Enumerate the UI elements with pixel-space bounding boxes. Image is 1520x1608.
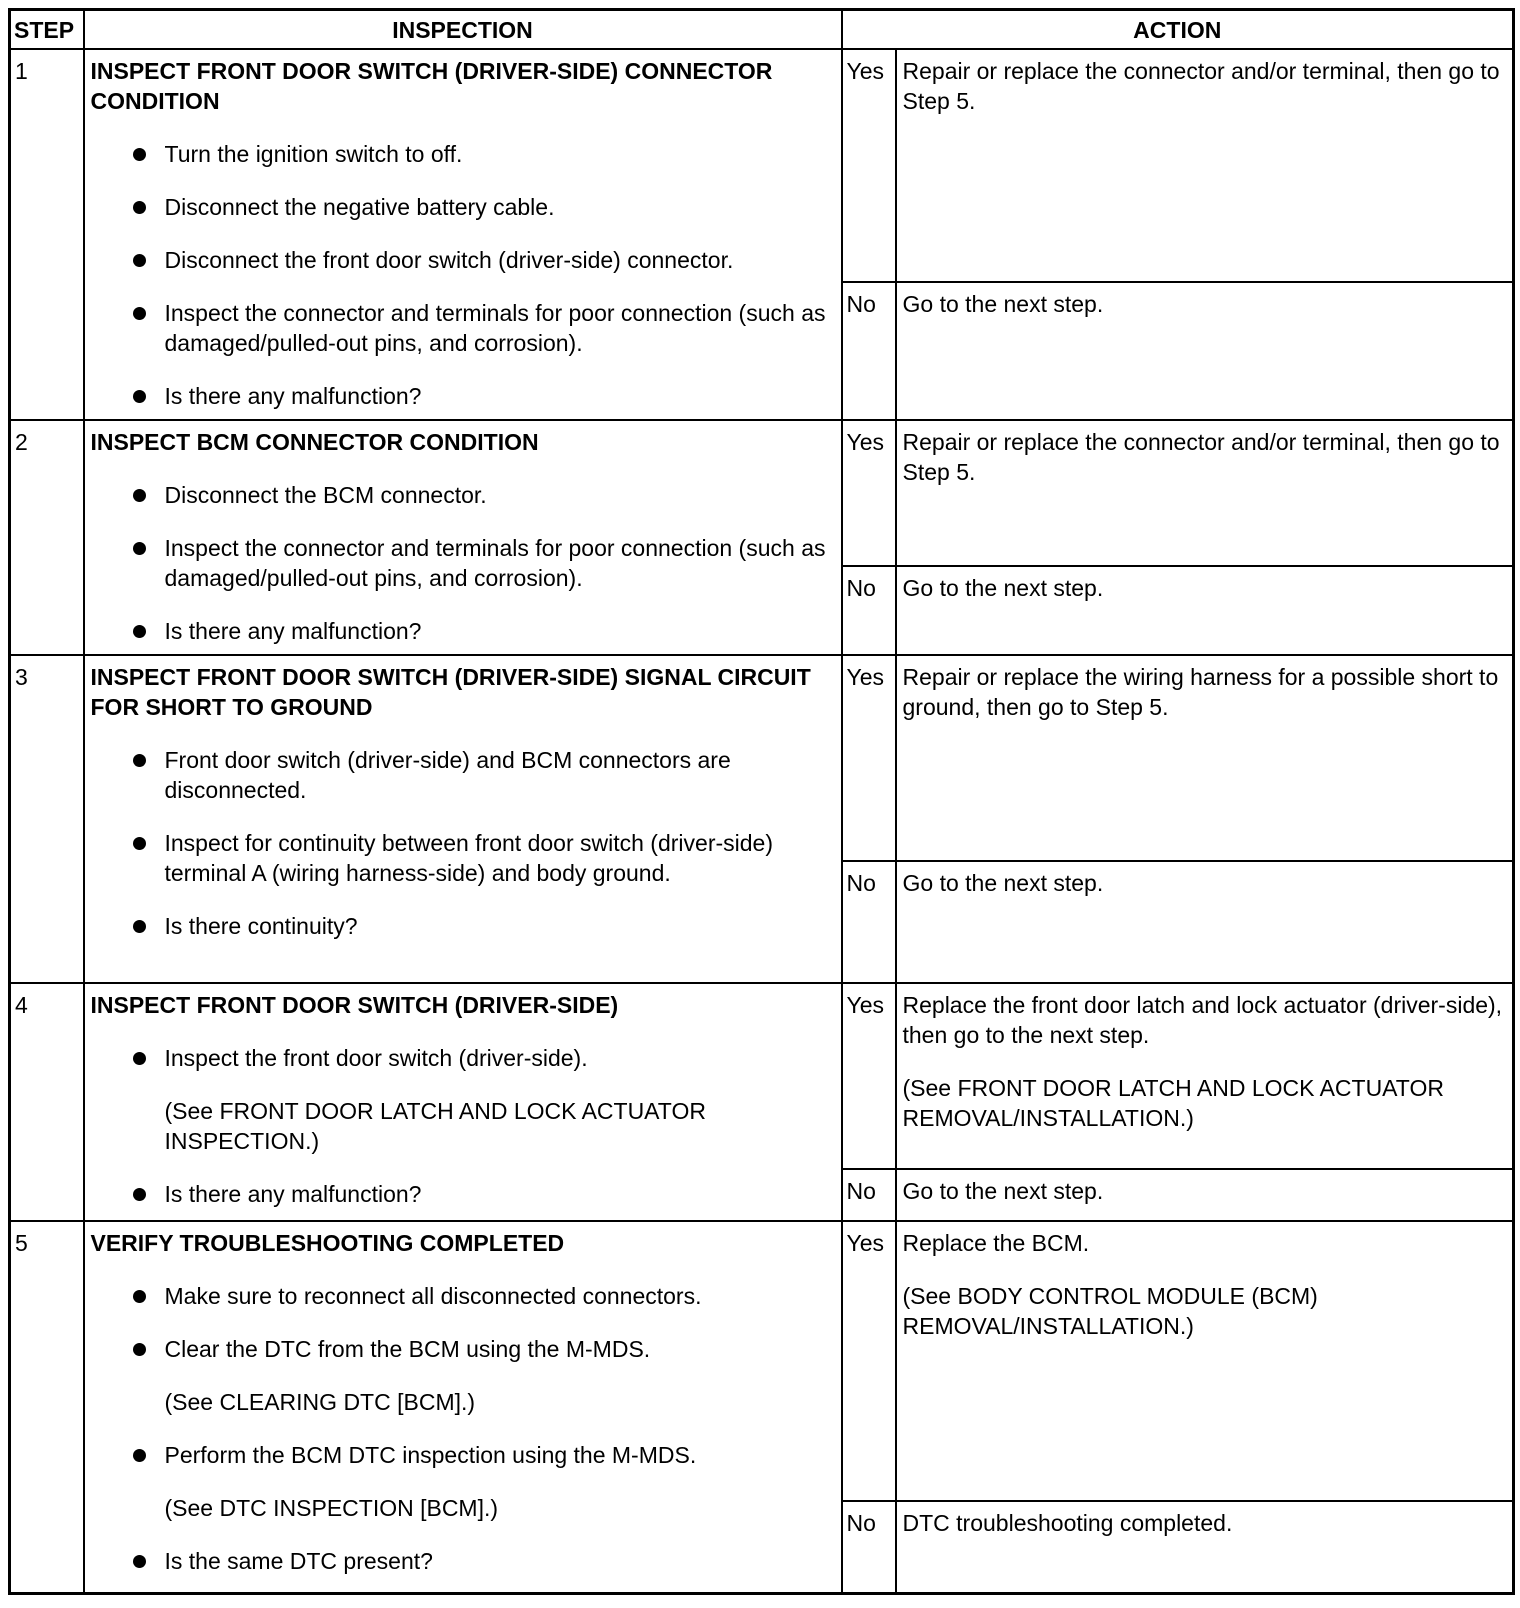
yes-action: Repair or replace the wiring harness for a possible short to ground, then go to Step 5. bbox=[896, 655, 1514, 861]
bullet-item: Disconnect the negative battery cable. bbox=[91, 192, 835, 222]
step-title: INSPECT FRONT DOOR SWITCH (DRIVER-SIDE) CONNECTOR CONDITION bbox=[90, 58, 773, 114]
reference-note: (See FRONT DOOR LATCH AND LOCK ACTUATOR INSPECTION.) bbox=[164, 1098, 706, 1154]
yes-label: Yes bbox=[842, 655, 896, 861]
inspection-cell bbox=[84, 655, 842, 983]
bullet-icon bbox=[133, 390, 146, 403]
no-action: Go to the next step. bbox=[896, 566, 1514, 655]
bullet-icon bbox=[133, 1188, 146, 1201]
no-label: No bbox=[842, 1501, 896, 1593]
yes-action: Repair or replace the connector and/or terminal, then go to Step 5. bbox=[896, 49, 1514, 282]
bullet-item: Is there any malfunction? bbox=[91, 381, 835, 411]
bullet-icon bbox=[133, 1343, 146, 1356]
step-5 bbox=[10, 1221, 1514, 1593]
bullet-icon bbox=[133, 1449, 146, 1462]
bullet-icon bbox=[133, 625, 146, 638]
bullet-item: Is there any malfunction? bbox=[91, 1179, 835, 1209]
bullet-item: Disconnect the front door switch (driver-side) connector. bbox=[91, 245, 835, 275]
step-number: 5 bbox=[10, 1221, 84, 1593]
bullet-item: Inspect the connector and terminals for poor connection (such as damaged/pulled-out pins, and corrosion). bbox=[91, 298, 835, 358]
troubleshooting-table bbox=[8, 8, 1515, 1595]
bullet-icon bbox=[133, 837, 146, 850]
step-number: 2 bbox=[10, 420, 84, 655]
bullet-item: Disconnect the BCM connector. bbox=[91, 480, 835, 510]
inspection-cell bbox=[84, 983, 842, 1221]
bullet-item: Turn the ignition switch to off. bbox=[91, 139, 835, 169]
bullet-item: Is the same DTC present? bbox=[91, 1546, 835, 1576]
bullet-icon bbox=[133, 542, 146, 555]
no-action: Go to the next step. bbox=[896, 282, 1514, 420]
bullet-icon bbox=[133, 1555, 146, 1568]
header-inspection: INSPECTION bbox=[84, 10, 842, 50]
bullet-icon bbox=[133, 1052, 146, 1065]
reference-note: (See DTC INSPECTION [BCM].) bbox=[164, 1495, 499, 1521]
bullet-icon bbox=[133, 489, 146, 502]
step-1 bbox=[10, 49, 1514, 420]
bullet-item: Is there any malfunction? bbox=[91, 616, 835, 646]
yes-label: Yes bbox=[842, 420, 896, 566]
header-step: STEP bbox=[10, 10, 84, 50]
yes-label: Yes bbox=[842, 49, 896, 282]
no-label: No bbox=[842, 566, 896, 655]
step-title: INSPECT FRONT DOOR SWITCH (DRIVER-SIDE) SIGNAL CIRCUIT FOR SHORT TO GROUND bbox=[90, 664, 811, 720]
bullet-icon bbox=[133, 920, 146, 933]
bullet-item: Clear the DTC from the BCM using the M-MDS. bbox=[91, 1334, 835, 1364]
step-2 bbox=[10, 420, 1514, 655]
step-title: INSPECT BCM CONNECTOR CONDITION bbox=[90, 429, 539, 455]
yes-label: Yes bbox=[842, 1221, 896, 1501]
step-title: VERIFY TROUBLESHOOTING COMPLETED bbox=[90, 1230, 565, 1256]
yes-action: Replace the BCM. (See BODY CONTROL MODULE (BCM) REMOVAL/INSTALLATION.) bbox=[896, 1221, 1514, 1501]
no-label: No bbox=[842, 282, 896, 420]
bullet-item: Front door switch (driver-side) and BCM connectors are disconnected. bbox=[91, 745, 835, 805]
bullet-icon bbox=[133, 307, 146, 320]
bullet-item: Inspect the connector and terminals for poor connection (such as damaged/pulled-out pins, and corrosion). bbox=[91, 533, 835, 593]
no-action: DTC troubleshooting completed. bbox=[896, 1501, 1514, 1593]
step-title: INSPECT FRONT DOOR SWITCH (DRIVER-SIDE) bbox=[90, 992, 619, 1018]
header-row bbox=[10, 10, 1514, 50]
no-action: Go to the next step. bbox=[896, 1169, 1514, 1221]
header-action: ACTION bbox=[842, 10, 1514, 50]
bullet-item: Perform the BCM DTC inspection using the M-MDS. bbox=[91, 1440, 835, 1470]
step-number: 4 bbox=[10, 983, 84, 1221]
bullet-item: Make sure to reconnect all disconnected connectors. bbox=[91, 1281, 835, 1311]
reference-note: (See CLEARING DTC [BCM].) bbox=[164, 1389, 476, 1415]
step-4 bbox=[10, 983, 1514, 1221]
yes-action: Replace the front door latch and lock actuator (driver-side), then go to the next step. (See FRONT DOOR LATCH AND LOCK ACTUATOR REMOVAL/INSTALLATION.) bbox=[896, 983, 1514, 1169]
step-number: 3 bbox=[10, 655, 84, 983]
bullet-icon bbox=[133, 754, 146, 767]
yes-label: Yes bbox=[842, 983, 896, 1169]
inspection-cell bbox=[84, 1221, 842, 1593]
yes-action: Repair or replace the connector and/or terminal, then go to Step 5. bbox=[896, 420, 1514, 566]
step-3 bbox=[10, 655, 1514, 983]
no-label: No bbox=[842, 1169, 896, 1221]
no-action: Go to the next step. bbox=[896, 861, 1514, 983]
inspection-cell bbox=[84, 420, 842, 655]
step-number: 1 bbox=[10, 49, 84, 420]
bullet-icon bbox=[133, 1290, 146, 1303]
bullet-icon bbox=[133, 201, 146, 214]
bullet-item: Inspect for continuity between front door switch (driver-side) terminal A (wiring harness-side) and body ground. bbox=[91, 828, 835, 888]
bullet-icon bbox=[133, 254, 146, 267]
bullet-item: Inspect the front door switch (driver-side). bbox=[91, 1043, 835, 1073]
bullet-icon bbox=[133, 148, 146, 161]
bullet-item: Is there continuity? bbox=[91, 911, 835, 941]
no-label: No bbox=[842, 861, 896, 983]
inspection-cell bbox=[84, 49, 842, 420]
